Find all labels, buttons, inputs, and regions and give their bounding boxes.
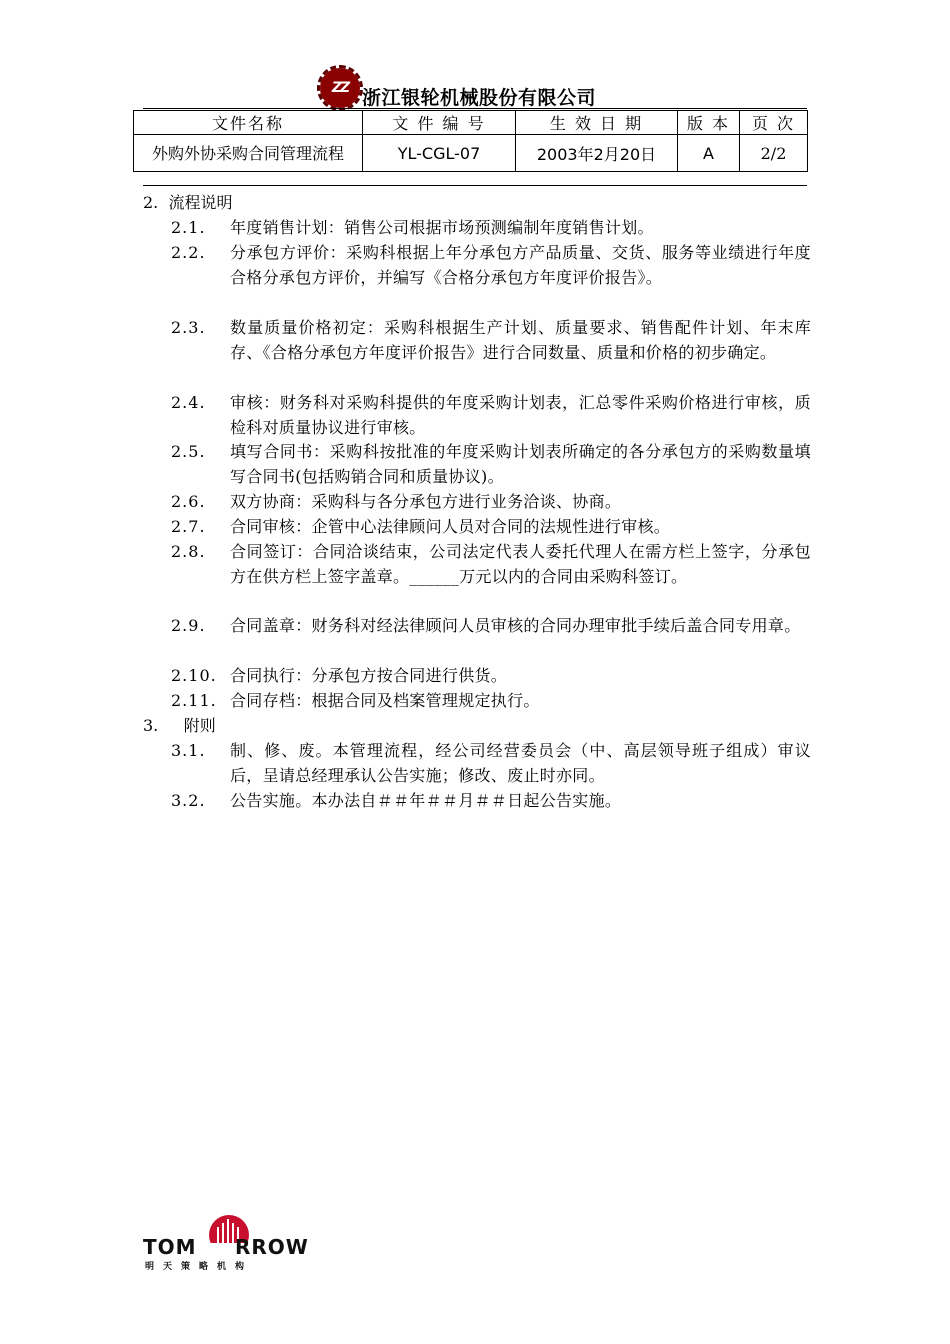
item-number: 3.1. — [171, 741, 206, 760]
item-text: 年度销售计划：销售公司根据市场预测编制年度销售计划。 — [230, 218, 654, 237]
item-number: 2.7. — [171, 517, 206, 536]
section-number: 2. — [143, 193, 159, 212]
item-text: 双方协商：采购科与各分承包方进行业务洽谈、协商。 — [230, 492, 622, 511]
list-item — [171, 788, 811, 813]
item-number: 3.2. — [171, 791, 206, 810]
meta-effective-date: 2003年2月20日 — [516, 135, 678, 172]
item-text: 合同执行：分承包方按合同进行供货。 — [230, 666, 508, 685]
item-number: 2.4. — [171, 393, 206, 412]
item-number: 2.9. — [171, 616, 206, 635]
item-text: 合同盖章：财务科对经法律顾问人员审核的合同办理审批手续后盖合同专用章。 — [230, 616, 801, 635]
item-text: 合同审核：企管中心法律顾问人员对合同的法规性进行审核。 — [230, 517, 671, 536]
item-number: 2.11. — [171, 691, 217, 710]
list-item — [171, 315, 811, 365]
meta-header-name: 文件名称 — [134, 111, 363, 135]
footer-logo-left: TOM — [143, 1235, 197, 1259]
list-item — [171, 663, 811, 688]
body-rule — [143, 185, 807, 186]
header-rule — [143, 108, 807, 109]
document-meta-table — [133, 110, 808, 172]
list-item — [171, 215, 811, 240]
meta-version: A — [678, 135, 740, 172]
footer-logo-right: RROW — [235, 1235, 309, 1259]
item-text: 数量质量价格初定：采购科根据生产计划、质量要求、销售配件计划、年末库存、《合格分承包方年度评价报告》进行合同数量、质量和价格的初步确定。 — [230, 318, 811, 362]
section-number: 3. — [143, 716, 159, 735]
item-text: 审核：财务科对采购科提供的年度采购计划表，汇总零件采购价格进行审核，质检科对质量协议进行审核。 — [230, 393, 811, 437]
meta-document-code: YL-CGL-07 — [363, 135, 516, 172]
list-item — [171, 688, 811, 713]
list-item — [171, 514, 811, 539]
section-title: 附则 — [183, 716, 216, 735]
list-item — [171, 240, 811, 290]
item-number: 2.5. — [171, 442, 206, 461]
item-number: 2.3. — [171, 318, 206, 337]
footer-logo — [143, 1213, 308, 1273]
meta-header-code: 文 件 编 号 — [363, 111, 516, 135]
meta-header-page: 页 次 — [740, 111, 808, 135]
item-text: 填写合同书：采购科按批准的年度采购计划表所确定的各分承包方的采购数量填写合同书(包括购销合同和质量协议)。 — [230, 442, 811, 486]
item-number: 2.1. — [171, 218, 206, 237]
company-name: 浙江银轮机械股份有限公司 — [362, 86, 597, 109]
item-number: 2.2. — [171, 243, 206, 262]
item-text: 合同签订：合同洽谈结束，公司法定代表人委托代理人在需方栏上签字，分承包方在供方栏上签字盖章。______万元以内的合同由采购科签订。 — [230, 542, 811, 586]
list-item — [171, 390, 811, 440]
list-item — [171, 439, 811, 489]
meta-header-version: 版 本 — [678, 111, 740, 135]
meta-page-number: 2/2 — [740, 135, 808, 172]
meta-value-row — [134, 135, 808, 172]
item-text: 合同存档：根据合同及档案管理规定执行。 — [230, 691, 540, 710]
section-title: 流程说明 — [168, 193, 233, 212]
section-heading — [143, 713, 216, 738]
item-text: 公告实施。本办法自＃＃年＃＃月＃＃日起公告实施。 — [230, 791, 622, 810]
item-number: 2.8. — [171, 542, 206, 561]
meta-header-date: 生 效 日 期 — [516, 111, 678, 135]
document-header — [320, 66, 596, 110]
item-number: 2.10. — [171, 666, 217, 685]
section-heading — [143, 190, 232, 215]
list-item — [171, 613, 811, 638]
item-text: 分承包方评价：采购科根据上年分承包方产品质量、交货、服务等业绩进行年度合格分承包方评价，并编写《合格分承包方年度评价报告》。 — [230, 243, 811, 287]
footer-logo-cn: 明天策略机构 — [145, 1262, 254, 1272]
meta-document-name: 外购外协采购合同管理流程 — [134, 135, 363, 172]
item-text: 制、修、废。本管理流程，经公司经营委员会（中、高层领导班子组成）审议后，呈请总经理承认公告实施；修改、废止时亦同。 — [230, 741, 811, 785]
list-item — [171, 738, 811, 788]
meta-header-row — [134, 111, 808, 135]
company-logo — [320, 68, 360, 108]
item-number: 2.6. — [171, 492, 206, 511]
list-item — [171, 489, 811, 514]
list-item — [171, 539, 811, 589]
company-logo-text: ZZ — [331, 80, 349, 96]
